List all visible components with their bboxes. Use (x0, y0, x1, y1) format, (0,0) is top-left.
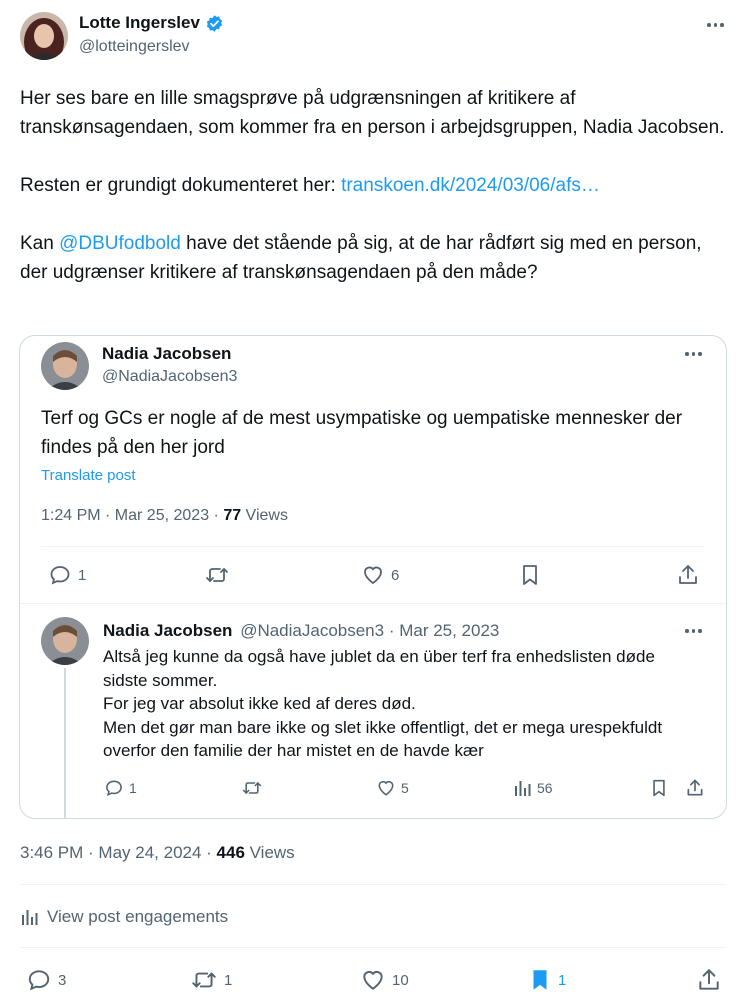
reply-share-button[interactable] (685, 778, 705, 798)
heart-icon (360, 967, 386, 993)
reply-header (103, 621, 499, 641)
reply-icon (26, 967, 52, 993)
quoted-like-button[interactable]: 6 (361, 563, 399, 587)
heart-icon (376, 778, 396, 798)
author-handle[interactable]: @lotteingerslev (79, 38, 190, 55)
repost-icon (241, 778, 263, 798)
reply-reply-button[interactable]: 1 (104, 778, 137, 798)
reply-icon (104, 778, 124, 798)
post-paragraph-2: Resten er grundigt dokumenteret her: transkoen.dk/2024/03/06/afs… (20, 175, 600, 196)
reply-more-options-icon[interactable] (685, 629, 702, 633)
reply-text: Altså jeg kunne da også have jublet da en über terf fra enhedslisten døde sidste sommer. For jeg var absolut ikke ked af deres død. Men det gør man bare ikke og slet ikke offentligt, det er mega urespekfuldt overfor den familie der har mistet en de havde kær (103, 647, 663, 760)
reply-icon (48, 563, 72, 587)
mention-link[interactable]: @DBUfodbold (59, 233, 181, 254)
bookmark-filled-icon (528, 967, 552, 993)
thread-line (64, 668, 66, 818)
reply-avatar[interactable] (41, 617, 89, 665)
translate-post-link[interactable]: Translate post (41, 467, 136, 484)
quoted-bookmark-button[interactable] (519, 563, 541, 587)
reply-like-button[interactable]: 5 (376, 778, 409, 798)
author-name[interactable]: Lotte Ingerslev (79, 13, 224, 33)
quoted-more-options-icon[interactable] (685, 352, 702, 356)
author-avatar[interactable] (20, 12, 68, 60)
reply-bookmark-button[interactable] (650, 778, 668, 798)
share-icon (676, 563, 700, 587)
quoted-author-handle[interactable]: @NadiaJacobsen3 (102, 368, 238, 385)
post-paragraph-1: Her ses bare en lille smagsprøve på udgrænsningen af kritikere af transkønsagendaen, som kommer fra en person i arbejdsgruppen, Nadia Jacobsen. (20, 88, 725, 138)
quoted-share-button[interactable] (676, 563, 700, 587)
quoted-avatar[interactable] (41, 342, 89, 390)
post-timestamp: 3:46 PM · May 24, 2024 · 446 Views (20, 843, 295, 862)
like-button[interactable]: 10 (360, 967, 409, 993)
reply-button[interactable]: 3 (26, 967, 66, 993)
reply-views-button[interactable]: 56 (514, 778, 553, 798)
repost-icon (190, 967, 218, 993)
reply-repost-button[interactable] (241, 778, 263, 798)
bookmark-icon (650, 778, 668, 798)
quoted-reply-button[interactable]: 1 (48, 563, 86, 587)
quoted-author-name[interactable]: Nadia Jacobsen (102, 344, 232, 363)
analytics-icon (20, 907, 40, 927)
more-options-icon[interactable] (707, 23, 724, 27)
repost-icon (204, 563, 230, 587)
share-button[interactable] (696, 967, 722, 993)
analytics-icon (514, 778, 532, 798)
share-icon (685, 778, 705, 798)
heart-icon (361, 563, 385, 587)
post-paragraph-3: Kan @DBUfodbold have det stående på sig, at de har rådført sig med en person, der udgrænser kritikere af transkønsagendaen på den måde? (20, 233, 702, 283)
quoted-post-text: Terf og GCs er nogle af de mest usympatiske og uempatiske mennesker der findes på den her jord (41, 408, 683, 458)
view-engagements-link[interactable]: View post engagements (20, 907, 228, 927)
post-link[interactable]: transkoen.dk/2024/03/06/afs… (341, 175, 600, 196)
verified-badge-icon (205, 14, 224, 33)
bookmark-icon (519, 563, 541, 587)
share-icon (696, 967, 722, 993)
reply-author-name[interactable]: Nadia Jacobsen (103, 621, 233, 640)
reply-meta[interactable]: @NadiaJacobsen3 · Mar 25, 2023 (240, 621, 500, 640)
quoted-repost-button[interactable] (204, 563, 230, 587)
repost-button[interactable]: 1 (190, 967, 232, 993)
quoted-timestamp: 1:24 PM · Mar 25, 2023 · 77 Views (41, 507, 288, 524)
post-text (20, 84, 726, 287)
bookmark-button[interactable]: 1 (528, 967, 566, 993)
